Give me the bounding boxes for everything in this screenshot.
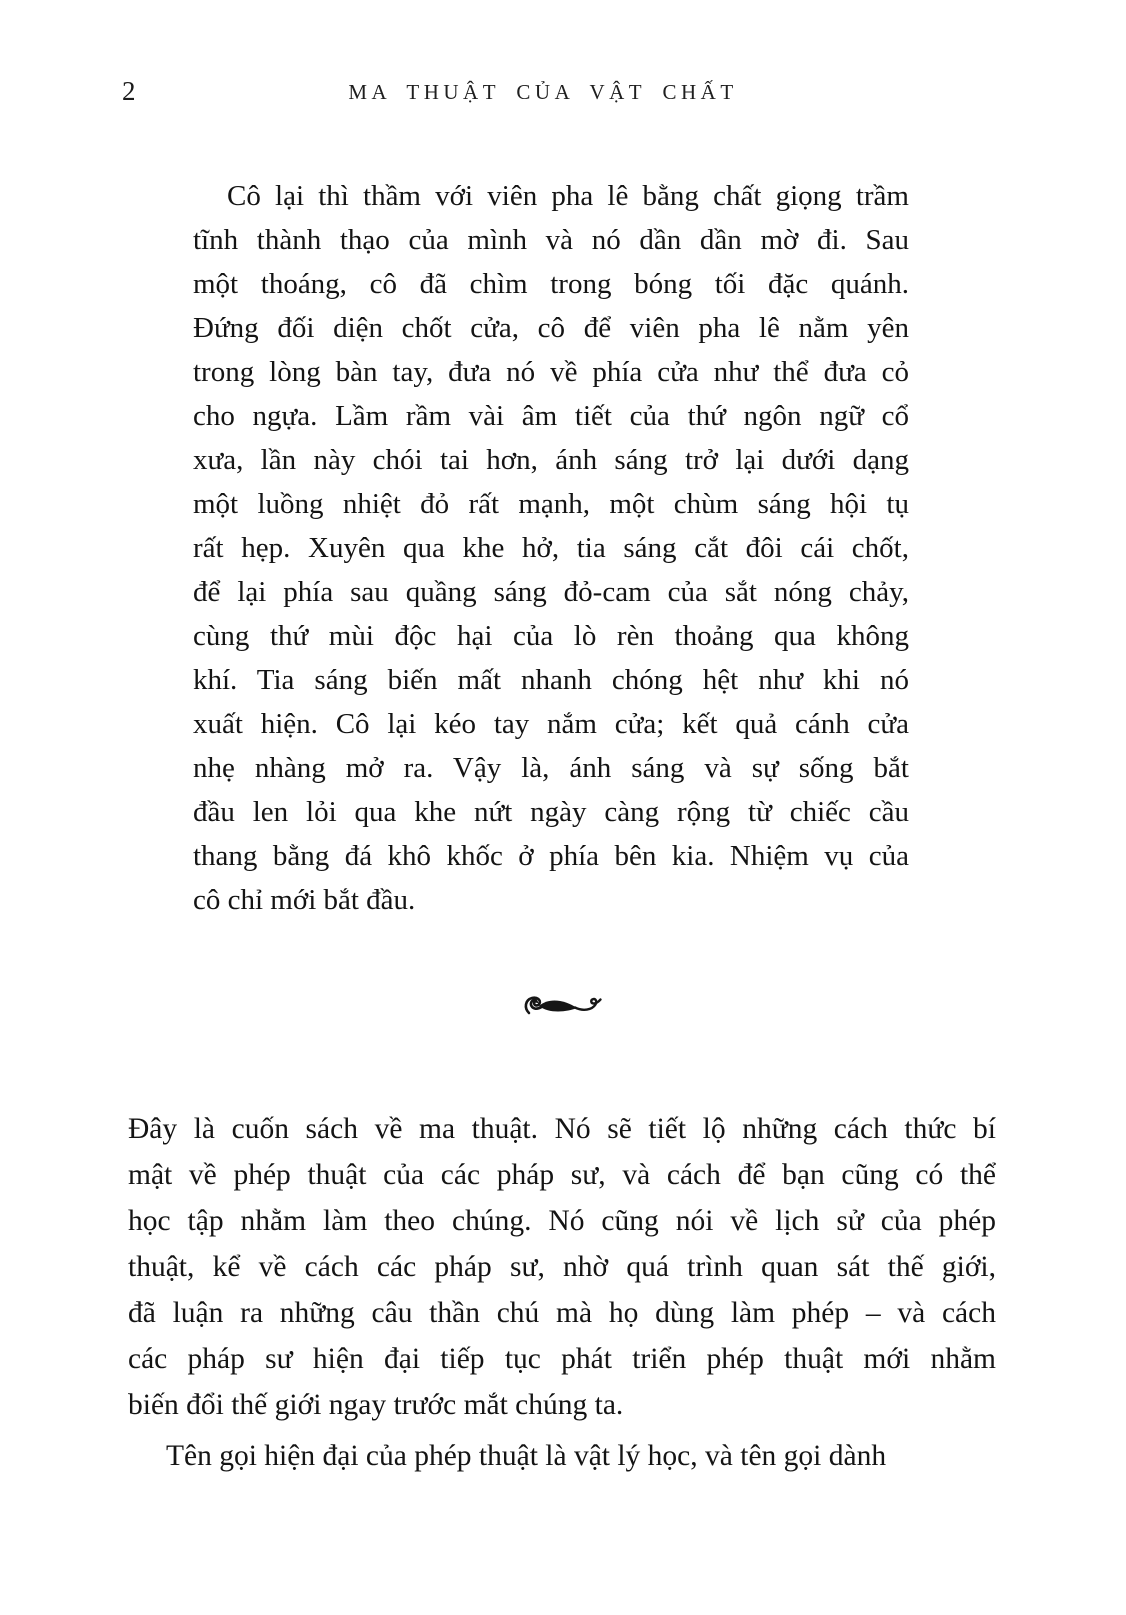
text-line: thang bằng đá khô khốc ở phía bên kia. Nhiệm vụ của xyxy=(193,840,909,872)
text-line: thuật, kể về cách các pháp sư, nhờ quá trình quan sát thế giới, xyxy=(128,1251,996,1283)
text-line: cô chỉ mới bắt đầu. xyxy=(193,884,416,916)
text-line: các pháp sư hiện đại tiếp tục phát triển phép thuật mới nhằm xyxy=(128,1343,996,1375)
text-line: xưa, lần này chói tai hơn, ánh sáng trở lại dưới dạng xyxy=(193,444,909,476)
running-head: MA THUẬT CỦA VẬT CHẤT xyxy=(348,80,738,104)
paragraph xyxy=(128,1106,996,1428)
text-line: mật về phép thuật của các pháp sư, và cách để bạn cũng có thể xyxy=(128,1159,996,1191)
text-line: nhẹ nhàng mở ra. Vậy là, ánh sáng và sự sống bắt xyxy=(193,752,909,784)
text-line: biến đổi thế giới ngay trước mắt chúng ta. xyxy=(128,1389,624,1421)
text-line: trong lòng bàn tay, đưa nó về phía cửa như thể đưa cỏ xyxy=(193,356,909,388)
text-line: Đây là cuốn sách về ma thuật. Nó sẽ tiết lộ những cách thức bí xyxy=(128,1113,996,1145)
text-line: để lại phía sau quầng sáng đỏ-cam của sắt nóng chảy, xyxy=(193,576,909,608)
swash-flourish-icon xyxy=(521,988,605,1022)
text-line: rất hẹp. Xuyên qua khe hở, tia sáng cắt đôi cái chốt, xyxy=(193,532,909,564)
text-line: đã luận ra những câu thần chú mà họ dùng làm phép – và cách xyxy=(128,1297,996,1329)
text-line: xuất hiện. Cô lại kéo tay nắm cửa; kết quả cánh cửa xyxy=(193,708,909,740)
page-number: 2 xyxy=(122,76,136,106)
text-line: Đứng đối diện chốt cửa, cô để viên pha lê nằm yên xyxy=(193,312,909,344)
text-line: khí. Tia sáng biến mất nhanh chóng hệt như khi nó xyxy=(193,664,909,696)
body-text xyxy=(128,1106,996,1479)
text-line: cùng thứ mùi độc hại của lò rèn thoảng qua không xyxy=(193,620,909,652)
opening-quote-block xyxy=(193,174,909,922)
paragraph xyxy=(128,1433,996,1479)
text-line: Tên gọi hiện đại của phép thuật là vật lý học, và tên gọi dành xyxy=(166,1440,887,1472)
section-divider xyxy=(521,988,605,1022)
text-line: học tập nhằm làm theo chúng. Nó cũng nói về lịch sử của phép xyxy=(128,1205,996,1237)
text-line: Cô lại thì thầm với viên pha lê bằng chất giọng trầm xyxy=(227,180,909,212)
text-line: một luồng nhiệt đỏ rất mạnh, một chùm sáng hội tụ xyxy=(193,488,909,520)
text-line: tĩnh thành thạo của mình và nó dần dần mờ đi. Sau xyxy=(193,224,909,256)
text-line: một thoáng, cô đã chìm trong bóng tối đặc quánh. xyxy=(193,268,909,300)
text-line: cho ngựa. Lầm rầm vài âm tiết của thứ ngôn ngữ cổ xyxy=(193,400,909,432)
text-line: đầu len lỏi qua khe nứt ngày càng rộng từ chiếc cầu xyxy=(193,796,909,828)
